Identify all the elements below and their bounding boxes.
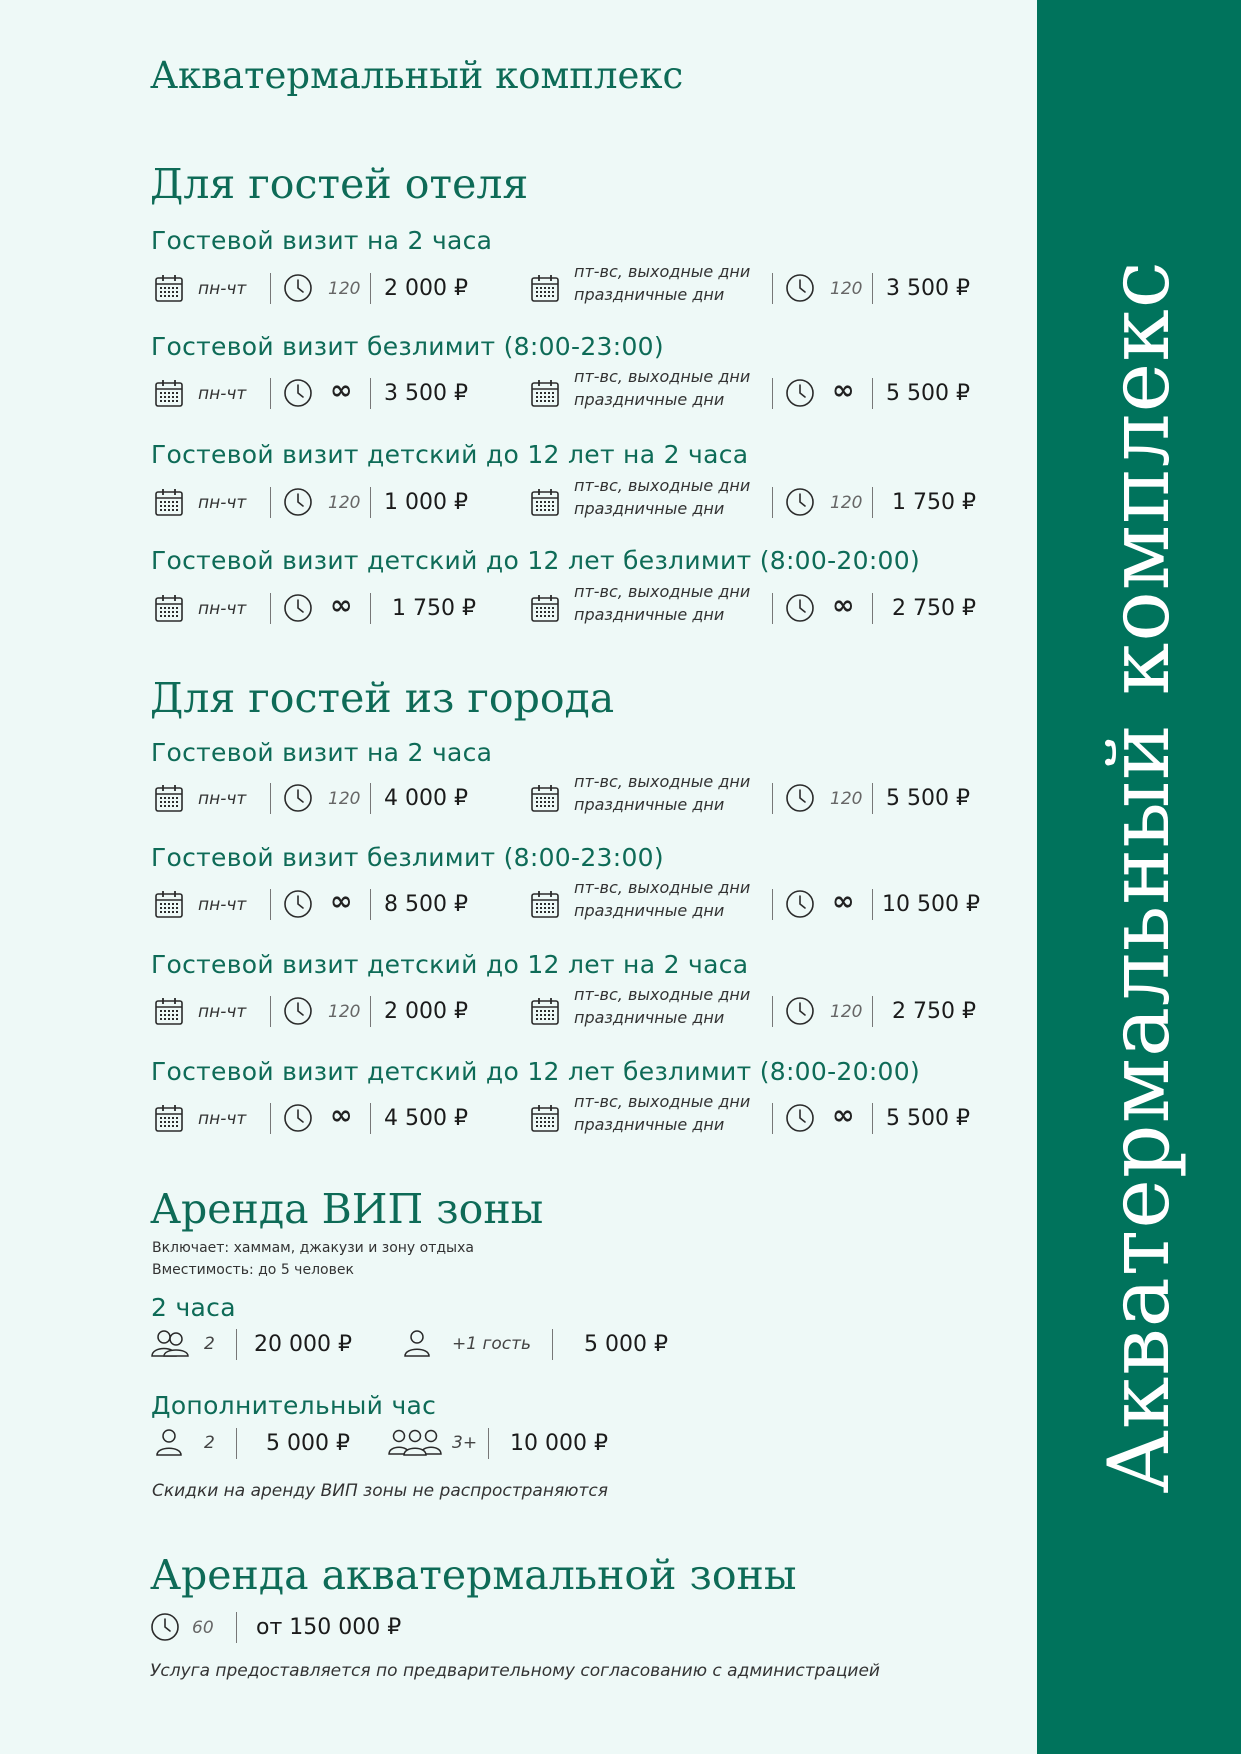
divider bbox=[370, 996, 371, 1027]
section-title-aqua: Аренда акватермальной зоны bbox=[150, 1551, 797, 1599]
weekend-price: 5 500 ₽ bbox=[886, 786, 970, 811]
calendar-icon bbox=[530, 889, 560, 919]
divider bbox=[772, 889, 773, 920]
weekend-duration: 120 bbox=[830, 1002, 863, 1022]
item-title: Гостевой визит безлимит (8:00-23:00) bbox=[151, 843, 664, 872]
infinity-icon: ∞ bbox=[330, 1100, 353, 1131]
divider bbox=[772, 593, 773, 624]
guest-count: 2 bbox=[204, 1334, 215, 1354]
weekday-duration: 120 bbox=[328, 493, 361, 513]
infinity-icon: ∞ bbox=[330, 375, 353, 406]
weekend-duration: 120 bbox=[830, 493, 863, 513]
clock-icon bbox=[283, 889, 313, 919]
divider bbox=[370, 487, 371, 518]
divider bbox=[236, 1612, 237, 1643]
extra-guest-label: +1 гость bbox=[452, 1334, 532, 1354]
people-group-icon bbox=[150, 1328, 190, 1358]
weekend-label bbox=[574, 260, 750, 306]
weekend-duration: 120 bbox=[830, 789, 863, 809]
calendar-icon bbox=[154, 378, 184, 408]
section-title-hotel: Для гостей отеля bbox=[150, 160, 529, 208]
weekend-label-line2: праздничные дни bbox=[574, 390, 725, 409]
page-title: Акватермальный комплекс bbox=[150, 54, 684, 97]
weekdays-label: пн-чт bbox=[198, 1109, 247, 1129]
weekdays-label: пн-чт bbox=[198, 384, 247, 404]
infinity-icon: ∞ bbox=[832, 590, 855, 621]
weekday-price: 2 000 ₽ bbox=[384, 999, 468, 1024]
item-title: Гостевой визит безлимит (8:00-23:00) bbox=[151, 332, 664, 361]
sidebar-title: Акватермальный комплекс bbox=[1090, 260, 1188, 1494]
weekend-label bbox=[574, 365, 750, 411]
price-row bbox=[150, 476, 980, 520]
weekend-price: 5 500 ₽ bbox=[886, 381, 970, 406]
clock-icon bbox=[785, 996, 815, 1026]
item-title: Гостевой визит детский до 12 лет на 2 часа bbox=[151, 950, 749, 979]
weekend-label-line2: праздничные дни bbox=[574, 499, 725, 518]
calendar-icon bbox=[154, 487, 184, 517]
guest-count: 3+ bbox=[452, 1433, 478, 1453]
clock-icon bbox=[283, 1103, 313, 1133]
divider bbox=[270, 273, 271, 304]
weekday-price: 8 500 ₽ bbox=[384, 892, 468, 917]
calendar-icon bbox=[530, 593, 560, 623]
weekend-label-line2: праздничные дни bbox=[574, 1008, 725, 1027]
weekdays-label: пн-чт bbox=[198, 789, 247, 809]
divider bbox=[772, 487, 773, 518]
divider bbox=[552, 1329, 553, 1360]
weekend-price: 1 750 ₽ bbox=[892, 490, 976, 515]
vip-includes: Включает: хаммам, джакузи и зону отдыха bbox=[152, 1240, 474, 1256]
person-icon bbox=[402, 1328, 432, 1358]
calendar-icon bbox=[530, 378, 560, 408]
item-title: Гостевой визит детский до 12 лет на 2 часа bbox=[151, 440, 749, 469]
calendar-icon bbox=[154, 593, 184, 623]
divider bbox=[270, 378, 271, 409]
divider bbox=[872, 273, 873, 304]
weekend-price: 10 500 ₽ bbox=[882, 892, 980, 917]
infinity-icon: ∞ bbox=[330, 590, 353, 621]
section-title-city: Для гостей из города bbox=[150, 674, 615, 722]
item-title: Гостевой визит на 2 часа bbox=[151, 738, 493, 767]
divider bbox=[872, 487, 873, 518]
weekend-label-line2: праздничные дни bbox=[574, 285, 725, 304]
weekend-label bbox=[574, 876, 750, 922]
calendar-icon bbox=[530, 1103, 560, 1133]
calendar-icon bbox=[530, 487, 560, 517]
weekend-price: 5 500 ₽ bbox=[886, 1106, 970, 1131]
divider bbox=[270, 487, 271, 518]
price-row bbox=[150, 1092, 980, 1136]
guest-count: 2 bbox=[204, 1433, 215, 1453]
weekend-label-line1: пт-вс, выходные дни bbox=[574, 367, 751, 386]
people-group-icon bbox=[388, 1427, 442, 1457]
weekend-duration: 120 bbox=[830, 279, 863, 299]
weekend-label-line1: пт-вс, выходные дни bbox=[574, 985, 751, 1004]
vip-discount-note: Скидки на аренду ВИП зоны не распространяются bbox=[152, 1481, 608, 1501]
weekday-duration: 120 bbox=[328, 279, 361, 299]
divider bbox=[872, 996, 873, 1027]
weekend-label bbox=[574, 474, 750, 520]
divider bbox=[772, 1103, 773, 1134]
weekend-label-line1: пт-вс, выходные дни bbox=[574, 476, 751, 495]
divider bbox=[872, 1103, 873, 1134]
divider bbox=[872, 889, 873, 920]
divider bbox=[370, 273, 371, 304]
weekdays-label: пн-чт bbox=[198, 279, 247, 299]
divider bbox=[270, 783, 271, 814]
clock-icon bbox=[150, 1612, 180, 1642]
weekday-duration: 120 bbox=[328, 1002, 361, 1022]
weekend-label-line2: праздничные дни bbox=[574, 901, 725, 920]
weekday-price: 4 000 ₽ bbox=[384, 786, 468, 811]
price-row bbox=[150, 985, 980, 1029]
divider bbox=[270, 996, 271, 1027]
weekday-price: 1 750 ₽ bbox=[392, 596, 476, 621]
weekend-label bbox=[574, 580, 750, 626]
vip-extra-hour-row bbox=[150, 1425, 850, 1461]
vip-price: 20 000 ₽ bbox=[254, 1332, 352, 1357]
weekend-price: 2 750 ₽ bbox=[892, 999, 976, 1024]
infinity-icon: ∞ bbox=[832, 375, 855, 406]
aqua-note: Услуга предоставляется по предварительному согласованию с администрацией bbox=[150, 1661, 880, 1681]
vip-two-hours-row bbox=[150, 1326, 850, 1362]
divider bbox=[270, 1103, 271, 1134]
divider bbox=[872, 378, 873, 409]
divider bbox=[370, 378, 371, 409]
weekend-label-line2: праздничные дни bbox=[574, 605, 725, 624]
person-icon bbox=[154, 1427, 184, 1457]
weekdays-label: пн-чт bbox=[198, 895, 247, 915]
calendar-icon bbox=[154, 996, 184, 1026]
vip-price: 5 000 ₽ bbox=[266, 1431, 350, 1456]
aqua-row bbox=[150, 1609, 850, 1645]
calendar-icon bbox=[530, 783, 560, 813]
clock-icon bbox=[785, 593, 815, 623]
divider bbox=[236, 1428, 237, 1459]
weekday-price: 1 000 ₽ bbox=[384, 490, 468, 515]
weekday-price: 3 500 ₽ bbox=[384, 381, 468, 406]
clock-icon bbox=[785, 487, 815, 517]
item-title: Гостевой визит детский до 12 лет безлимит (8:00-20:00) bbox=[151, 1057, 921, 1086]
calendar-icon bbox=[530, 996, 560, 1026]
divider bbox=[370, 783, 371, 814]
divider bbox=[270, 593, 271, 624]
weekday-price: 2 000 ₽ bbox=[384, 276, 468, 301]
section-title-vip: Аренда ВИП зоны bbox=[150, 1185, 544, 1233]
price-row bbox=[150, 367, 980, 411]
vip-capacity: Вместимость: до 5 человек bbox=[152, 1262, 354, 1278]
divider bbox=[772, 996, 773, 1027]
extra-guest-price: 5 000 ₽ bbox=[584, 1332, 668, 1357]
price-row bbox=[150, 582, 980, 626]
infinity-icon: ∞ bbox=[330, 886, 353, 917]
clock-icon bbox=[283, 593, 313, 623]
weekdays-label: пн-чт bbox=[198, 599, 247, 619]
aqua-duration: 60 bbox=[192, 1618, 214, 1638]
price-row bbox=[150, 262, 980, 306]
divider bbox=[872, 783, 873, 814]
calendar-icon bbox=[154, 273, 184, 303]
vip-two-hours-title: 2 часа bbox=[151, 1293, 236, 1322]
weekend-label-line1: пт-вс, выходные дни bbox=[574, 1092, 751, 1111]
weekend-price: 3 500 ₽ bbox=[886, 276, 970, 301]
divider bbox=[370, 593, 371, 624]
weekend-label-line1: пт-вс, выходные дни bbox=[574, 582, 751, 601]
calendar-icon bbox=[154, 889, 184, 919]
price-row bbox=[150, 772, 980, 816]
weekday-duration: 120 bbox=[328, 789, 361, 809]
divider bbox=[270, 889, 271, 920]
clock-icon bbox=[785, 783, 815, 813]
weekend-label-line1: пт-вс, выходные дни bbox=[574, 772, 751, 791]
item-title: Гостевой визит на 2 часа bbox=[151, 226, 493, 255]
weekend-label bbox=[574, 983, 750, 1029]
clock-icon bbox=[283, 378, 313, 408]
price-row bbox=[150, 878, 980, 922]
clock-icon bbox=[283, 273, 313, 303]
weekend-label-line2: праздничные дни bbox=[574, 795, 725, 814]
weekend-label bbox=[574, 770, 750, 816]
weekend-label bbox=[574, 1090, 750, 1136]
vip-price: 10 000 ₽ bbox=[510, 1431, 608, 1456]
clock-icon bbox=[785, 273, 815, 303]
clock-icon bbox=[283, 783, 313, 813]
weekend-label-line2: праздничные дни bbox=[574, 1115, 725, 1134]
clock-icon bbox=[785, 889, 815, 919]
aqua-price: от 150 000 ₽ bbox=[256, 1615, 402, 1640]
infinity-icon: ∞ bbox=[832, 1100, 855, 1131]
divider bbox=[772, 378, 773, 409]
divider bbox=[370, 889, 371, 920]
weekend-label-line1: пт-вс, выходные дни bbox=[574, 262, 751, 281]
infinity-icon: ∞ bbox=[832, 886, 855, 917]
weekdays-label: пн-чт bbox=[198, 493, 247, 513]
item-title: Гостевой визит детский до 12 лет безлимит (8:00-20:00) bbox=[151, 546, 921, 575]
calendar-icon bbox=[530, 273, 560, 303]
calendar-icon bbox=[154, 1103, 184, 1133]
clock-icon bbox=[785, 1103, 815, 1133]
clock-icon bbox=[785, 378, 815, 408]
calendar-icon bbox=[154, 783, 184, 813]
divider bbox=[370, 1103, 371, 1134]
weekend-label-line1: пт-вс, выходные дни bbox=[574, 878, 751, 897]
divider bbox=[488, 1428, 489, 1459]
weekday-price: 4 500 ₽ bbox=[384, 1106, 468, 1131]
clock-icon bbox=[283, 996, 313, 1026]
divider bbox=[236, 1329, 237, 1360]
divider bbox=[772, 783, 773, 814]
clock-icon bbox=[283, 487, 313, 517]
weekdays-label: пн-чт bbox=[198, 1002, 247, 1022]
weekend-price: 2 750 ₽ bbox=[892, 596, 976, 621]
divider bbox=[772, 273, 773, 304]
vip-extra-hour-title: Дополнительный час bbox=[151, 1391, 437, 1420]
divider bbox=[872, 593, 873, 624]
